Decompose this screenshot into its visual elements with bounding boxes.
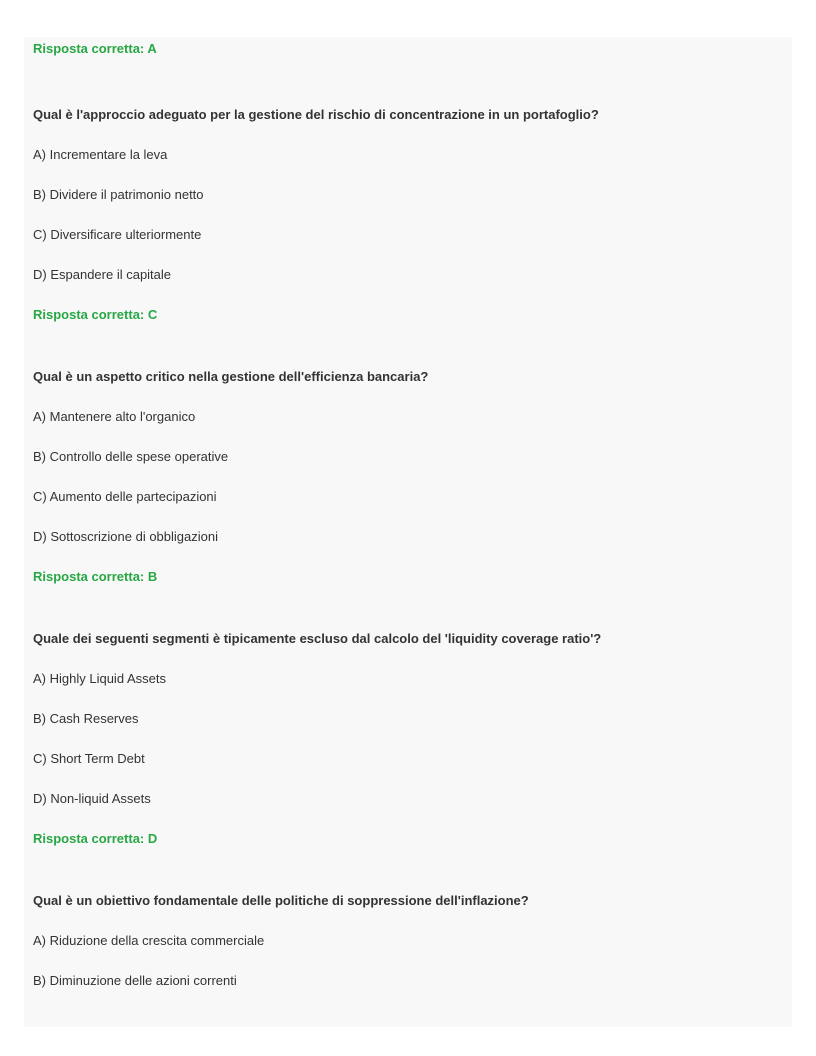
option-c: C) Aumento delle partecipazioni [33, 489, 217, 504]
option-d: D) Sottoscrizione di obbligazioni [33, 529, 218, 544]
correct-answer: Risposta corretta: B [33, 569, 158, 584]
option-a: A) Incrementare la leva [33, 147, 168, 162]
option-a: A) Highly Liquid Assets [33, 671, 166, 686]
option-d: D) Non-liquid Assets [33, 791, 151, 806]
question-block [33, 107, 773, 323]
option-c: C) Short Term Debt [33, 751, 145, 766]
question-text: Quale dei seguenti segmenti è tipicamente escluso dal calcolo del 'liquidity coverage ratio'? [33, 631, 602, 646]
option-a: A) Mantenere alto l'organico [33, 409, 196, 424]
correct-answer: Risposta corretta: D [33, 831, 158, 846]
question-block [33, 631, 773, 847]
option-c: C) Diversificare ulteriormente [33, 227, 202, 242]
question-text: Qual è un obiettivo fondamentale delle politiche di soppressione dell'inflazione? [33, 893, 529, 908]
option-b: B) Cash Reserves [33, 711, 139, 726]
question-text: Qual è l'approccio adeguato per la gestione del rischio di concentrazione in un portafoglio? [33, 107, 599, 122]
question-text: Qual è un aspetto critico nella gestione dell'efficienza bancaria? [33, 369, 429, 384]
correct-answer: Risposta corretta: C [33, 307, 158, 322]
option-b: B) Diminuzione delle azioni correnti [33, 973, 237, 988]
correct-answer: Risposta corretta: A [33, 41, 157, 56]
option-b: B) Controllo delle spese operative [33, 449, 229, 464]
option-d: D) Espandere il capitale [33, 267, 172, 282]
option-a: A) Riduzione della crescita commerciale [33, 933, 265, 948]
question-block [33, 369, 773, 585]
option-b: B) Dividere il patrimonio netto [33, 187, 204, 202]
question-block [33, 893, 773, 989]
